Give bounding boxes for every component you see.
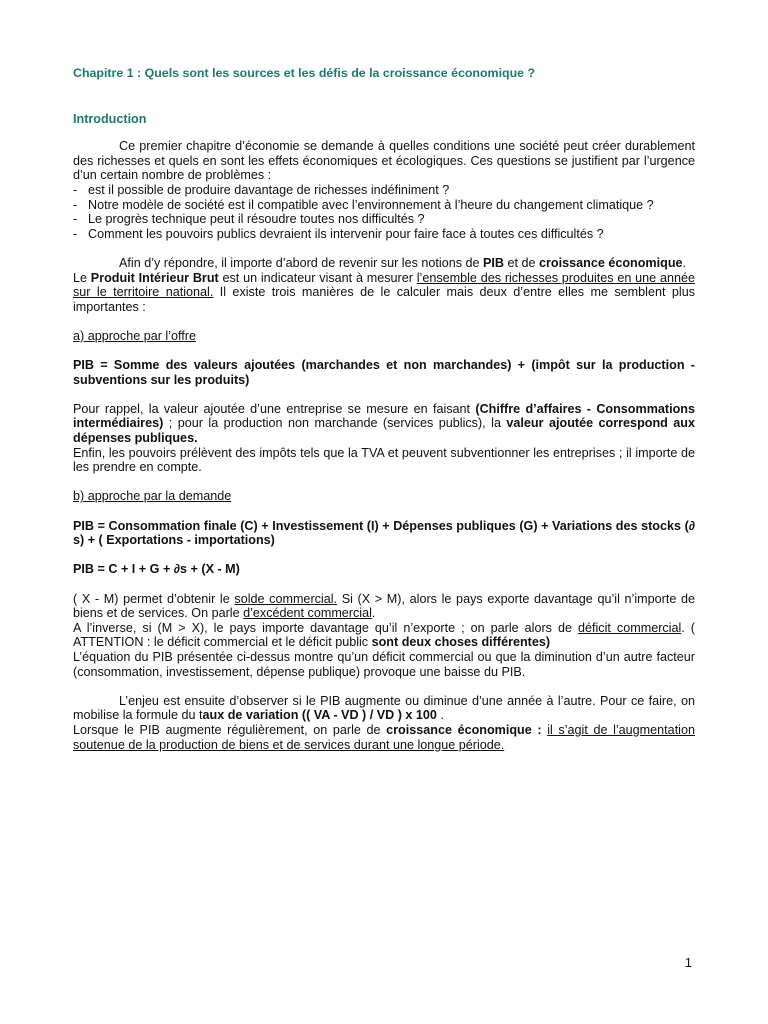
term-pib: PIB bbox=[483, 255, 505, 270]
paragraph-pib-definition bbox=[73, 271, 695, 315]
paragraph-inverse bbox=[73, 621, 695, 650]
list-item: - Le progrès technique peut il résoudre toutes nos difficultés ? bbox=[73, 212, 695, 227]
bold-run: valeur ajoutée correspond aux dépenses publiques. bbox=[73, 416, 696, 446]
approach-b-heading bbox=[73, 489, 695, 504]
text-run: ( X - M) permet d’obtenir le bbox=[73, 591, 235, 606]
text-run: Pour rappel, la valeur ajoutée d’une entreprise se mesure en faisant bbox=[73, 401, 476, 416]
chapter-title: Chapitre 1 : Quels sont les sources et les défis de la croissance économique ? bbox=[73, 66, 536, 80]
approach-b-label: b) approche par la demande bbox=[73, 489, 232, 504]
underlined-run: d’excédent commercial bbox=[243, 606, 372, 621]
bold-run: croissance économique : bbox=[386, 722, 542, 737]
formula-demande bbox=[73, 519, 695, 548]
formula-short-text: PIB = C + I + G + ∂s + (X - M) bbox=[73, 562, 240, 577]
bold-run: (Chiffre d’affaires - Consommations intermédiaires) bbox=[73, 401, 695, 431]
paragraph-enfin: Enfin, les pouvoirs prélèvent des impôts tels que la TVA et peuvent subventionner les entreprises ; il importe de les prendre en compte. bbox=[73, 445, 695, 475]
paragraph-lorsque bbox=[73, 723, 695, 752]
underlined-run: il s’agit de l’augmentation soutenue de la production de biens et de services durant une longue période. bbox=[73, 722, 695, 752]
list-item: - Notre modèle de société est il compatible avec l’environnement à l’heure du changement climatique ? bbox=[73, 198, 695, 213]
approach-a-heading bbox=[73, 329, 695, 344]
text-run: Le bbox=[73, 270, 91, 285]
text-run: . bbox=[682, 255, 687, 270]
paragraph-enjeu bbox=[73, 694, 695, 723]
problems-list bbox=[73, 183, 695, 241]
text-run: . ( ATTENTION : le déficit commercial et le déficit public bbox=[73, 620, 695, 650]
formula-demande-text: PIB = Consommation finale (C) + Investissement (I) + Dépenses publiques (G) + Variations des stocks (∂ s) + ( Exportations - importations) bbox=[73, 518, 695, 548]
text-run: est un indicateur visant à mesurer bbox=[218, 270, 417, 285]
paragraph-equation: L’équation du PIB présentée ci-dessus montre qu’un déficit commercial ou que la diminution d’un autre facteur (consommation, investissement, dépense publique) provoque une baisse du PIB. bbox=[73, 649, 695, 679]
text-run: Il existe trois manières de le calculer mais deux d’entre elles me semblent plus importantes : bbox=[73, 285, 695, 314]
text-run: A l’inverse, si (M > X), le pays importe davantage qu’il n’exporte ; on parle alors de bbox=[73, 620, 578, 635]
paragraph-rappel bbox=[73, 402, 695, 446]
formula-offre bbox=[73, 358, 695, 387]
formula-offre-text: PIB = Somme des valeurs ajoutées (marchandes et non marchandes) + (impôt sur la production - subventions sur les produits) bbox=[73, 358, 695, 387]
approach-a-label: a) approche par l’offre bbox=[73, 328, 196, 343]
paragraph-afin bbox=[73, 256, 695, 271]
bold-run: aux de variation (( VA - VD ) / VD ) x 100 bbox=[202, 708, 437, 723]
bold-run: sont deux choses différentes) bbox=[371, 635, 551, 650]
text-run: . bbox=[371, 606, 376, 621]
formula-short bbox=[73, 562, 695, 577]
underlined-run: solde commercial. bbox=[234, 591, 338, 606]
introduction-heading: Introduction bbox=[73, 111, 147, 126]
text-run: . bbox=[436, 708, 444, 723]
list-item: - Comment les pouvoirs publics devraient ils intervenir pour faire face à toutes ces difficultés ? bbox=[73, 227, 695, 242]
term-produit-interieur-brut: Produit Intérieur Brut bbox=[90, 270, 219, 285]
text-run: L’enjeu est ensuite d’observer si le PIB augmente ou diminue d’une année à l’autre. Pour ce faire, on mobilise la formule du t bbox=[73, 693, 695, 723]
intro-paragraph: Ce premier chapitre d’économie se demande à quelles conditions une société peut créer durablement des richesses et quels en sont les effets économiques et écologiques. Ces questions se justifient par l’urgence d’un certain nombre de problèmes : bbox=[73, 139, 695, 183]
term-croissance: croissance économique bbox=[539, 255, 683, 270]
text-run: Lorsque le PIB augmente régulièrement, on parle de bbox=[73, 722, 387, 737]
text-run: Afin d’y répondre, il importe d’abord de revenir sur les notions de bbox=[119, 255, 484, 270]
list-item: - est il possible de produire davantage de richesses indéfiniment ? bbox=[73, 183, 695, 198]
paragraph-solde-commercial bbox=[73, 592, 695, 621]
document-page bbox=[73, 66, 695, 752]
text-run: Si (X > M), alors le pays exporte davantage qu’il n’importe de biens et de services. On parle bbox=[73, 591, 695, 621]
page-number: 1 bbox=[684, 955, 692, 970]
text-run: et de bbox=[504, 255, 540, 270]
underlined-definition: l’ensemble des richesses produites en une année sur le territoire national. bbox=[73, 270, 695, 300]
text-run: ; pour la production non marchande (services publics), la bbox=[163, 416, 507, 431]
underlined-run: déficit commercial bbox=[578, 620, 682, 635]
